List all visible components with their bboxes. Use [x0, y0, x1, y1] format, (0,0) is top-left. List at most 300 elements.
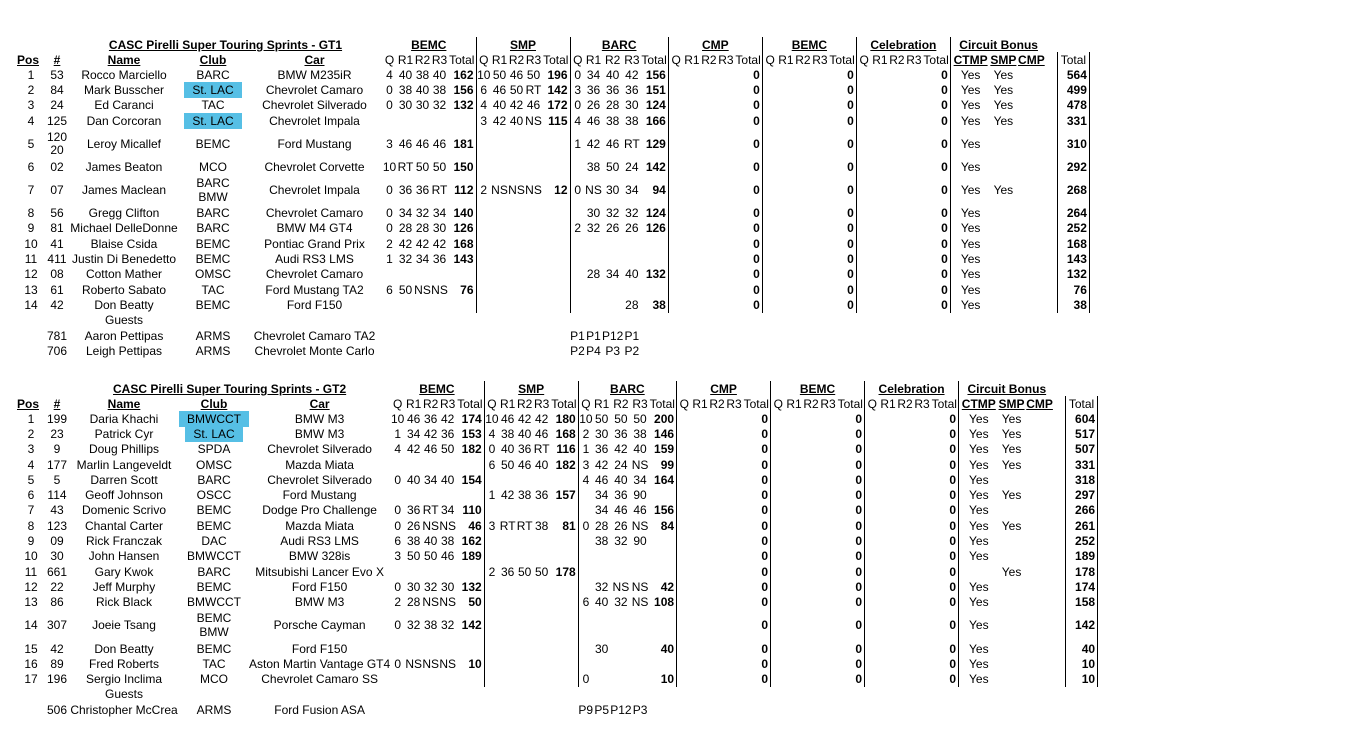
bonus: Yes	[1001, 564, 1022, 579]
event-total: 0	[931, 518, 959, 533]
score	[726, 549, 743, 564]
event-total: 0	[837, 472, 865, 487]
score	[677, 472, 692, 487]
score: 90	[633, 534, 647, 549]
score	[777, 251, 794, 266]
score	[525, 205, 542, 220]
score: 42	[424, 426, 438, 441]
score	[803, 595, 820, 610]
driver-name: Leroy Micallef	[86, 136, 162, 151]
table-row	[17, 159, 1089, 174]
score	[525, 251, 542, 266]
event-total: 0	[931, 472, 959, 487]
club-value: BMWCCT	[187, 549, 241, 564]
score: NS	[439, 595, 457, 610]
score	[593, 564, 610, 579]
col-q: Q	[773, 397, 783, 411]
event-total: 0	[734, 174, 762, 205]
score	[914, 411, 931, 426]
score: 36	[625, 82, 639, 97]
score	[632, 641, 649, 656]
score	[897, 457, 914, 472]
score	[777, 98, 794, 113]
score	[865, 656, 880, 671]
score	[856, 267, 871, 282]
club-value: BEMC	[196, 518, 232, 533]
score	[570, 251, 585, 266]
score: 32	[407, 618, 421, 633]
car-model: Mazda Miata	[285, 457, 354, 472]
event-total: 0	[931, 610, 959, 641]
score	[700, 174, 717, 205]
bonus	[990, 282, 1016, 297]
score	[422, 457, 439, 472]
table-row	[17, 503, 1098, 518]
event-total	[550, 595, 578, 610]
score	[709, 595, 726, 610]
event-total: 0	[743, 564, 771, 579]
score	[794, 267, 811, 282]
score: 40	[441, 472, 455, 487]
score	[677, 579, 692, 594]
score	[491, 297, 508, 312]
score	[803, 472, 820, 487]
bonus	[1016, 174, 1046, 205]
club-value: St. LAC	[184, 82, 241, 98]
score	[786, 518, 803, 533]
score: 38	[501, 426, 515, 441]
guest-position: P3	[632, 702, 648, 717]
blank	[17, 328, 45, 343]
event-total: 150	[448, 159, 476, 174]
sep	[1046, 236, 1057, 251]
score	[897, 549, 914, 564]
score	[405, 671, 422, 686]
sep	[1055, 457, 1066, 472]
score	[905, 98, 922, 113]
event-total: 84	[649, 518, 677, 533]
score	[762, 236, 777, 251]
col-ctmp: CTMP	[953, 53, 988, 67]
score: 32	[595, 579, 609, 594]
score	[570, 236, 585, 251]
event-total: 0	[734, 82, 762, 97]
car-number	[45, 641, 69, 656]
blank	[17, 313, 69, 328]
score	[525, 221, 542, 236]
score: NS	[631, 579, 649, 594]
score	[683, 267, 700, 282]
score	[632, 549, 649, 564]
blank	[1055, 381, 1098, 396]
bonus: Yes	[993, 182, 1014, 197]
blank	[17, 702, 45, 717]
club	[179, 297, 247, 312]
grand-total: 168	[1057, 236, 1089, 251]
score	[484, 549, 499, 564]
bonus	[999, 579, 1025, 594]
score	[692, 457, 709, 472]
club-value: BMW	[199, 625, 229, 640]
score	[692, 564, 709, 579]
score	[717, 267, 734, 282]
score	[414, 297, 431, 312]
event-total: 0	[922, 159, 950, 174]
sep	[1055, 671, 1066, 686]
car-number-value: 177	[46, 457, 68, 472]
event-total	[649, 533, 677, 548]
score: 4	[582, 472, 590, 487]
pos: 17	[24, 672, 38, 687]
score	[771, 533, 786, 548]
score: 30	[398, 98, 413, 113]
bonus: Yes	[969, 488, 989, 503]
score	[771, 564, 786, 579]
bonus: Yes	[969, 641, 989, 656]
score	[777, 267, 794, 282]
club-value: OSCC	[196, 488, 232, 503]
car-number	[45, 236, 69, 251]
score: 50	[492, 67, 507, 82]
score	[771, 579, 786, 594]
event-total: 181	[448, 128, 476, 159]
club	[179, 457, 249, 472]
driver-name: Michael DelleDonne	[70, 221, 178, 236]
score	[820, 411, 837, 426]
score: 34	[441, 503, 455, 518]
score	[905, 297, 922, 312]
score	[786, 564, 803, 579]
score	[794, 221, 811, 236]
score	[593, 610, 610, 641]
sep	[1055, 595, 1066, 610]
pos: 11	[24, 564, 38, 579]
pos: 9	[27, 534, 35, 549]
score	[811, 282, 828, 297]
guest-position: P4	[586, 343, 601, 358]
score	[491, 205, 508, 220]
bonus: Yes	[969, 595, 989, 610]
score	[856, 221, 871, 236]
driver-name: Cotton Mather	[85, 267, 163, 282]
event-total: 182	[550, 457, 578, 472]
bonus	[1016, 82, 1046, 97]
score	[820, 503, 837, 518]
pos: 6	[27, 159, 35, 174]
score	[762, 113, 777, 128]
bonus: Yes	[960, 67, 981, 82]
grand-total: 297	[1066, 487, 1098, 502]
score	[777, 159, 794, 174]
club-value: OMSC	[195, 267, 231, 282]
score	[914, 472, 931, 487]
score	[726, 411, 743, 426]
score	[880, 457, 897, 472]
event-total	[542, 251, 570, 266]
score	[683, 159, 700, 174]
club-value: BARC	[197, 472, 231, 487]
event-total: 0	[922, 113, 950, 128]
score	[865, 503, 880, 518]
score: 50	[501, 457, 515, 472]
score: 32	[398, 252, 413, 267]
bonus: Yes	[1001, 518, 1022, 533]
car-model: Ford Mustang	[282, 488, 357, 503]
col-q: Q	[867, 397, 877, 411]
sep	[1055, 426, 1066, 441]
event-total: 0	[837, 442, 865, 457]
score: 0	[386, 182, 393, 197]
score	[865, 533, 880, 548]
score	[820, 564, 837, 579]
score	[491, 221, 508, 236]
event-total	[456, 457, 484, 472]
score: 30	[595, 426, 609, 441]
car-number	[45, 564, 69, 579]
col-r1: R1	[684, 53, 700, 67]
bonus	[1016, 297, 1046, 312]
score: 38	[625, 113, 639, 128]
score	[668, 113, 683, 128]
score: 46	[407, 411, 421, 426]
score	[786, 610, 803, 641]
event-total: 182	[456, 442, 484, 457]
score: 46	[492, 82, 507, 97]
score	[593, 549, 610, 564]
score	[484, 610, 499, 641]
club	[179, 159, 247, 174]
score: 34	[415, 252, 430, 267]
score	[525, 128, 542, 159]
bonus	[990, 236, 1016, 251]
score: 50	[595, 411, 609, 426]
car-number	[45, 282, 69, 297]
score	[771, 641, 786, 656]
event-total: 0	[837, 503, 865, 518]
score	[865, 671, 880, 686]
car-model: Chevrolet Camaro	[265, 267, 364, 282]
bonus	[999, 503, 1025, 518]
score	[771, 457, 786, 472]
score	[700, 128, 717, 159]
event-total: 154	[456, 472, 484, 487]
pos: 5	[27, 472, 35, 487]
score	[700, 251, 717, 266]
score	[856, 251, 871, 266]
event-total: 0	[837, 641, 865, 656]
event-total	[550, 503, 578, 518]
score	[405, 641, 422, 656]
score	[786, 641, 803, 656]
score	[585, 282, 602, 297]
score	[794, 174, 811, 205]
score	[499, 610, 516, 641]
score	[865, 472, 880, 487]
club	[179, 472, 249, 487]
col-grand-total: Total	[1057, 52, 1089, 67]
score: NS	[431, 282, 448, 297]
score: 10	[485, 411, 499, 426]
score	[476, 159, 491, 174]
score: 1	[488, 488, 496, 503]
event-header: BEMC	[390, 381, 484, 396]
score	[897, 411, 914, 426]
score	[390, 671, 405, 686]
event-total	[448, 267, 476, 282]
club	[179, 564, 249, 579]
score	[914, 426, 931, 441]
score	[811, 82, 828, 97]
blank	[17, 37, 69, 52]
driver-name: Leigh Pettipas	[85, 343, 163, 358]
score	[820, 549, 837, 564]
score	[794, 251, 811, 266]
score	[533, 595, 550, 610]
score	[578, 641, 593, 656]
event-total: 10	[456, 656, 484, 671]
event-total: 94	[640, 174, 668, 205]
car-number: 781	[46, 328, 68, 343]
grand-total: 310	[1057, 128, 1089, 159]
score	[794, 67, 811, 82]
score	[880, 533, 897, 548]
score: NS	[422, 518, 440, 533]
table-row	[17, 564, 1098, 579]
score	[516, 671, 533, 686]
car-number	[45, 159, 69, 174]
car-model: Ford F150	[286, 297, 343, 312]
bonus	[1016, 159, 1046, 174]
score	[709, 610, 726, 641]
club	[179, 426, 249, 441]
event-total: 0	[734, 282, 762, 297]
grand-total: 252	[1057, 221, 1089, 236]
score	[880, 411, 897, 426]
car-number-value: 5	[53, 472, 61, 487]
score	[803, 426, 820, 441]
score: NS	[508, 182, 525, 197]
score	[777, 297, 794, 312]
table-row	[17, 610, 1098, 641]
table-row	[17, 549, 1098, 564]
score	[888, 205, 905, 220]
driver-name: Justin Di Benedetto	[71, 252, 177, 267]
pos: 1	[27, 411, 35, 426]
score: NS	[491, 182, 508, 197]
bonus	[999, 549, 1025, 564]
score: 40	[492, 98, 507, 113]
sep	[1046, 267, 1057, 282]
car-model: BMW M4 GT4	[276, 221, 353, 236]
event-total: 0	[828, 98, 856, 113]
score: 3	[582, 457, 590, 472]
score	[762, 251, 777, 266]
score	[871, 82, 888, 97]
score	[585, 251, 602, 266]
pos: 15	[24, 641, 38, 656]
score	[803, 411, 820, 426]
car-model: Chevrolet Impala	[269, 182, 360, 197]
score	[499, 671, 516, 686]
score	[914, 579, 931, 594]
section-title: CASC Pirelli Super Touring Sprints - GT2	[113, 382, 347, 396]
car-number-value: 42	[50, 297, 64, 312]
score: 46	[398, 136, 413, 151]
club	[179, 656, 249, 671]
club	[179, 442, 249, 457]
grand-total: 189	[1066, 549, 1098, 564]
score: 40	[501, 442, 515, 457]
col-r1: R1	[692, 397, 708, 411]
event-total: 0	[922, 236, 950, 251]
event-total: 0	[837, 457, 865, 472]
bonus: Yes	[960, 159, 981, 174]
score	[811, 174, 828, 205]
score: 26	[625, 221, 639, 236]
score: 26	[407, 518, 421, 533]
event-total: 0	[828, 221, 856, 236]
event-total: 76	[448, 282, 476, 297]
event-total: 0	[837, 533, 865, 548]
score	[668, 159, 683, 174]
score: 46	[518, 457, 532, 472]
score	[525, 282, 542, 297]
score	[717, 297, 734, 312]
score	[700, 205, 717, 220]
score: 32	[606, 206, 620, 221]
score: 34	[606, 267, 620, 282]
club	[179, 236, 247, 251]
score	[880, 579, 897, 594]
event-total	[456, 487, 484, 502]
score	[668, 128, 683, 159]
driver-name: John Hansen	[88, 549, 160, 564]
score: RT	[431, 182, 448, 197]
score	[880, 518, 897, 533]
col-r1: R1	[880, 397, 896, 411]
club	[179, 251, 247, 266]
club	[179, 411, 249, 426]
score	[709, 518, 726, 533]
score	[856, 113, 871, 128]
col-r2: R2	[889, 53, 905, 67]
event-total: 0	[743, 442, 771, 457]
score	[914, 518, 931, 533]
score: 38	[586, 159, 601, 174]
pos: 6	[27, 488, 35, 503]
score: 40	[424, 534, 438, 549]
sep	[1046, 128, 1057, 159]
grand-total: 331	[1057, 113, 1089, 128]
event-total: 0	[828, 267, 856, 282]
score	[491, 236, 508, 251]
sep	[1055, 610, 1066, 641]
col-r1: R1	[786, 397, 802, 411]
guest-position: P3	[605, 343, 621, 358]
score	[871, 98, 888, 113]
score: 0	[386, 221, 393, 236]
car-number	[45, 487, 69, 502]
driver-name: Patrick Cyr	[94, 426, 154, 441]
score	[709, 549, 726, 564]
col-r3: R3	[632, 397, 648, 411]
event-total: 0	[931, 442, 959, 457]
club-value: BARC	[197, 564, 231, 579]
score: 0	[386, 98, 393, 113]
score: 4	[480, 98, 488, 113]
col-r3: R3	[718, 53, 734, 67]
event-total: 0	[922, 221, 950, 236]
